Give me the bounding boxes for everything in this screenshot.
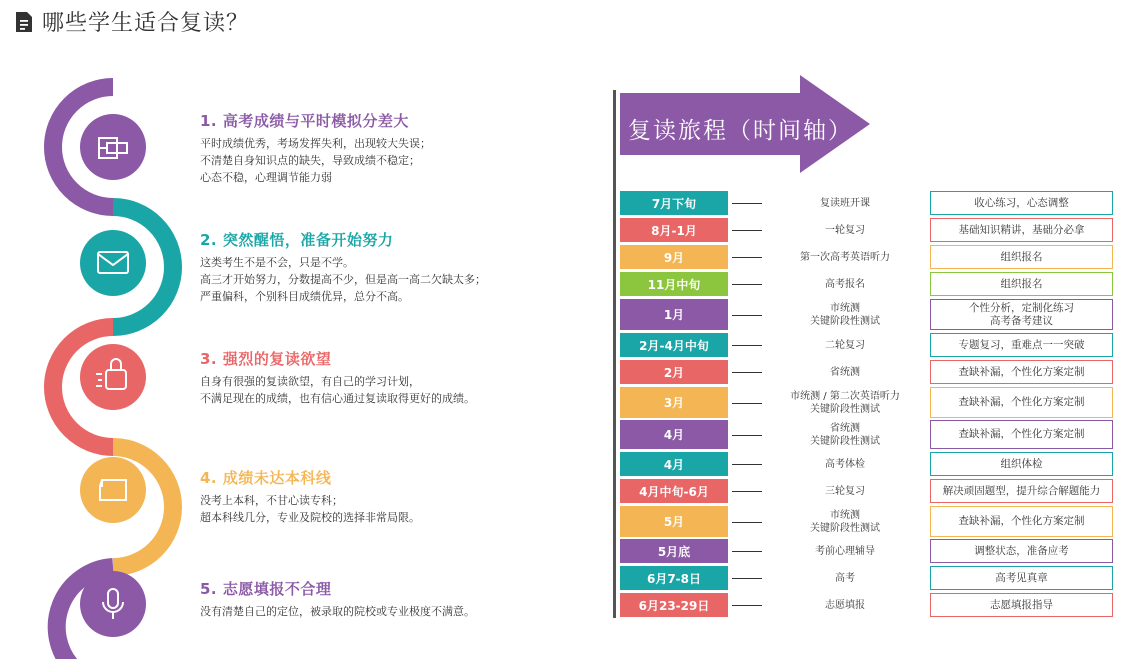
circle-3 [80,344,146,410]
connector-line [732,257,762,258]
connector-line [732,464,762,465]
connector-line [732,203,762,204]
connector-line [732,522,762,523]
reason-line: 高三才开始努力，分数提高不少，但是高一高二欠缺太多； [200,273,486,286]
timeline-note [930,479,1113,503]
timeline-row [620,539,1115,563]
timeline-row [620,360,1115,384]
timeline-event [762,593,928,617]
timeline-date: 6月7-8日 [620,566,728,590]
reason-title: 1. 高考成绩与平时模拟分差大 [200,112,409,130]
timeline-row [620,299,1115,330]
timeline-row [620,593,1115,617]
timeline-title: 复读旅程（时间轴） [628,118,853,144]
reason-line: 没考上本科，不甘心读专科； [200,494,343,507]
timeline-event [762,191,928,215]
event-line: 市统测 [830,302,860,314]
note-line: 查缺补漏，个性化方案定制 [958,428,1085,440]
timeline-row [620,452,1115,476]
event-line: 高考报名 [825,278,865,290]
event-line: 一轮复习 [825,224,865,236]
timeline-event [762,452,928,476]
timeline-note [930,593,1113,617]
connector-line [732,605,762,606]
circle-2 [80,230,146,296]
event-line: 市统测 [830,509,860,521]
reason-line: 没有清楚自己的定位，被录取的院校或专业极度不满意。 [200,605,475,618]
connector-line [732,403,762,404]
timeline-date: 5月底 [620,539,728,563]
note-line: 查缺补漏，个性化方案定制 [958,515,1085,527]
event-line: 关键阶段性测试 [810,522,880,534]
timeline-note [930,218,1113,242]
timeline-event [762,420,928,449]
reason-line: 不清楚自身知识点的缺失，导致成绩不稳定； [200,154,420,167]
event-line: 高考 [835,572,855,584]
event-line: 二轮复习 [825,339,865,351]
reason-title: 2. 突然醒悟，准备开始努力 [200,231,394,249]
timeline-row [620,387,1115,418]
timeline-date: 1月 [620,299,728,330]
reason-title: 3. 强烈的复读欲望 [200,350,332,368]
timeline-date: 9月 [620,245,728,269]
note-line: 组织报名 [1000,250,1043,263]
connector-line [732,345,762,346]
timeline-note [930,452,1113,476]
reason-item-1 [200,110,530,186]
timeline-row [620,506,1115,537]
timeline-event [762,539,928,563]
connector-line [732,551,762,552]
reason-line: 平时成绩优秀，考场发挥失利，出现较大失误； [200,137,431,150]
timeline-note [930,420,1113,449]
timeline-row [620,566,1115,590]
timeline-event [762,566,928,590]
reason-line: 这类考生不是不会，只是不学。 [200,256,354,269]
timeline-row [620,272,1115,296]
connector-line [732,284,762,285]
timeline-note [930,387,1113,418]
timeline-row [620,333,1115,357]
timeline-date: 4月中旬-6月 [620,479,728,503]
reason-desc [200,254,530,305]
note-line: 解决顽固题型，提升综合解题能力 [942,484,1101,497]
connector-line [732,491,762,492]
timeline-date: 5月 [620,506,728,537]
reason-item-4 [200,467,530,526]
note-line: 高考见真章 [995,571,1048,584]
event-line: 关键阶段性测试 [810,315,880,327]
timeline-date: 11月中旬 [620,272,728,296]
reason-desc [200,373,530,407]
timeline-date: 6月23-29日 [620,593,728,617]
timeline-note [930,299,1113,330]
event-line: 市统测 / 第二次英语听力 [790,390,900,402]
reason-desc [200,603,530,620]
timeline-event [762,333,928,357]
circle-1 [80,114,146,180]
timeline-row [620,479,1115,503]
timeline-note [930,506,1113,537]
event-line: 三轮复习 [825,485,865,497]
reason-title: 5. 志愿填报不合理 [200,580,332,598]
note-line: 志愿填报指导 [990,598,1053,611]
reason-line: 超本科线几分，专业及院校的选择非常局限。 [200,511,420,524]
event-line: 复读班开课 [820,197,870,209]
connector-line [732,578,762,579]
reason-line: 心态不稳，心理调节能力弱 [200,171,332,184]
snake-timeline [0,0,200,659]
reason-item-3 [200,348,530,407]
reason-line: 自身有很强的复读欲望，有自己的学习计划， [200,375,420,388]
reason-line: 严重偏科，个别科目成绩优异，总分不高。 [200,290,409,303]
timeline-note [930,191,1113,215]
timeline-axis [613,90,616,618]
connector-line [732,315,762,316]
timeline-event [762,479,928,503]
note-line: 查缺补漏，个性化方案定制 [958,396,1085,408]
timeline-event [762,245,928,269]
timeline-event [762,218,928,242]
reason-title: 4. 成绩未达本科线 [200,469,332,487]
timeline-date: 2月 [620,360,728,384]
reason-line: 不满足现在的成绩，也有信心通过复读取得更好的成绩。 [200,392,475,405]
note-line: 收心练习，心态调整 [974,196,1069,209]
connector-line [732,230,762,231]
event-line: 第一次高考英语听力 [800,251,890,263]
timeline-note [930,272,1113,296]
timeline-row [620,245,1115,269]
timeline-event [762,360,928,384]
note-line: 组织体检 [1000,457,1043,470]
note-line: 高考备考建议 [990,314,1053,327]
timeline-note [930,333,1113,357]
timeline-date: 4月 [620,420,728,449]
reason-desc [200,135,530,186]
circle-4 [80,457,146,523]
note-line: 基础知识精讲，基础分必拿 [958,223,1085,236]
timeline-event [762,387,928,418]
timeline-event [762,506,928,537]
timeline-date: 8月-1月 [620,218,728,242]
note-line: 查缺补漏，个性化方案定制 [958,365,1085,378]
page-title: 哪些学生适合复读？ [42,11,250,36]
reason-desc [200,492,530,526]
timeline-note [930,360,1113,384]
timeline-date: 7月下旬 [620,191,728,215]
event-line: 关键阶段性测试 [810,435,880,447]
note-line: 调整状态，准备应考 [974,544,1069,557]
timeline-note [930,539,1113,563]
reason-item-2 [200,229,530,305]
timeline-row [620,218,1115,242]
event-line: 关键阶段性测试 [809,403,880,415]
connector-line [732,435,762,436]
event-line: 考前心理辅导 [815,545,875,557]
note-line: 组织报名 [1000,277,1043,290]
reason-item-5 [200,578,530,620]
timeline-note [930,245,1113,269]
note-line: 专题复习，重难点一一突破 [958,338,1085,351]
timeline-row [620,191,1115,215]
event-line: 省统测 [830,422,860,434]
timeline-event [762,272,928,296]
timeline-event [762,299,928,330]
event-line: 高考体检 [825,458,865,470]
event-line: 志愿填报 [825,599,865,611]
note-line: 个性分析，定制化练习 [969,301,1074,314]
timeline-date: 3月 [620,387,728,418]
timeline-date: 4月 [620,452,728,476]
event-line: 省统测 [830,366,860,378]
timeline-date: 2月-4月中旬 [620,333,728,357]
timeline-note [930,566,1113,590]
circle-5 [80,571,146,637]
timeline-row [620,420,1115,449]
connector-line [732,372,762,373]
